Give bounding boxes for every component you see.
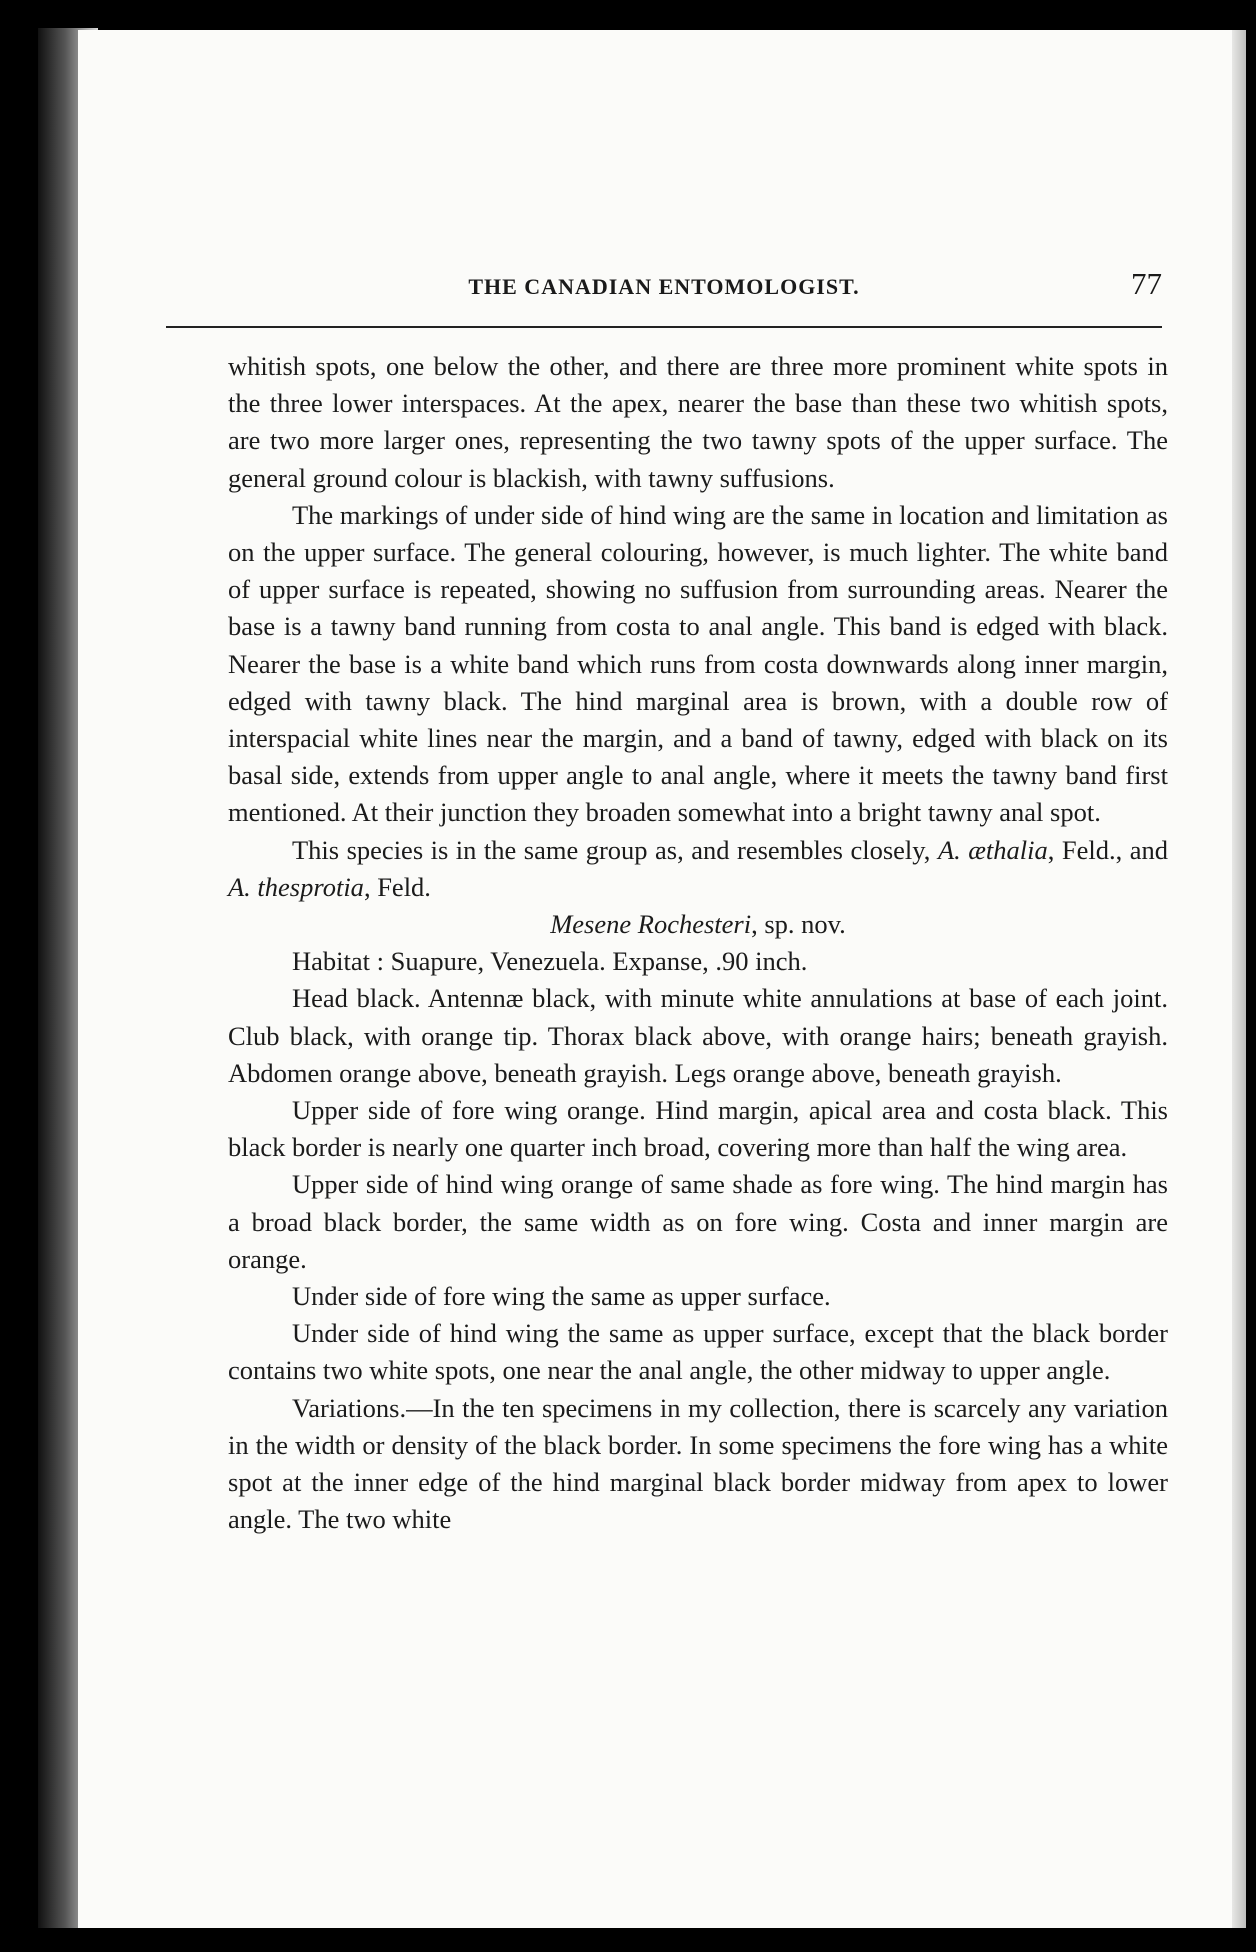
- species-heading-name: Mesene Rochesteri: [550, 909, 752, 940]
- paragraph: Habitat : Suapure, Venezuela. Expanse, .90 inch.: [292, 946, 808, 977]
- running-head: THE CANADIAN ENTOMOLOGIST.: [468, 274, 860, 299]
- page-header: [166, 266, 1162, 306]
- paragraph: Upper side of hind wing orange of same shade as fore wing. The hind margin has a broad black border, the same width as on fore wing. Costa and inner margin are orange.: [228, 1169, 1168, 1274]
- paragraph: Under side of fore wing the same as upper surface.: [292, 1281, 831, 1312]
- book-page: [78, 30, 1246, 1928]
- resembles-text: , Feld., and: [1047, 834, 1169, 865]
- paragraph: Upper side of fore wing orange. Hind margin, apical area and costa black. This black border is nearly one quarter inch broad, covering more than half the wing area.: [228, 1095, 1168, 1163]
- species-heading: [228, 906, 1168, 943]
- resembles-paragraph: [228, 832, 1168, 906]
- species-name: A. æthalia: [937, 834, 1048, 865]
- paragraph: Under side of hind wing the same as upper surface, except that the black border contains two white spots, one near the anal angle, the other midway to upper angle.: [228, 1318, 1168, 1386]
- paragraph: Variations.—In the ten specimens in my collection, there is scarcely any variation in the width or density of the black border. In some specimens the fore wing has a white spot at the inner edge of the hind marginal black border midway from apex to lower angle. The two white: [228, 1392, 1168, 1535]
- header-rule: [166, 326, 1162, 328]
- resembles-text: This species is in the same group as, and resembles closely,: [292, 834, 938, 865]
- paragraph: Head black. Antennæ black, with minute white annulations at base of each joint. Club black, with orange tip. Thorax black above, with orange hairs; beneath grayish. Abdomen orange above, beneath grayish. Legs orange above, beneath grayish.: [228, 983, 1168, 1088]
- species-name: A. thesprotia: [228, 871, 364, 902]
- paragraph: whitish spots, one below the other, and there are three more prominent white spots in the three lower interspaces. At the apex, nearer the base than these two whitish spots, are two more larger ones, representing the two tawny spots of the upper surface. The general ground colour is blackish, with tawny suffusions.: [228, 351, 1168, 493]
- page-number: 77: [1131, 266, 1162, 301]
- species-heading-suffix: , sp. nov.: [751, 909, 846, 940]
- page-body: [228, 348, 1168, 1539]
- paragraph: The markings of under side of hind wing are the same in location and limitation as on the upper surface. The general colouring, however, is much lighter. The white band of upper surface is repeated, showing no suffusion from surrounding areas. Nearer the base is a tawny band running from costa to anal angle. This band is edged with black. Nearer the base is a white band which runs from costa downwards along inner margin, edged with tawny black. The hind marginal area is brown, with a double row of interspacial white lines near the margin, and a band of tawny, edged with black on its basal side, extends from upper angle to anal angle, where it meets the tawny band first mentioned. At their junction they broaden somewhat into a bright tawny anal spot.: [228, 499, 1168, 828]
- page-edge: [1232, 30, 1246, 1928]
- resembles-text: , Feld.: [363, 871, 431, 902]
